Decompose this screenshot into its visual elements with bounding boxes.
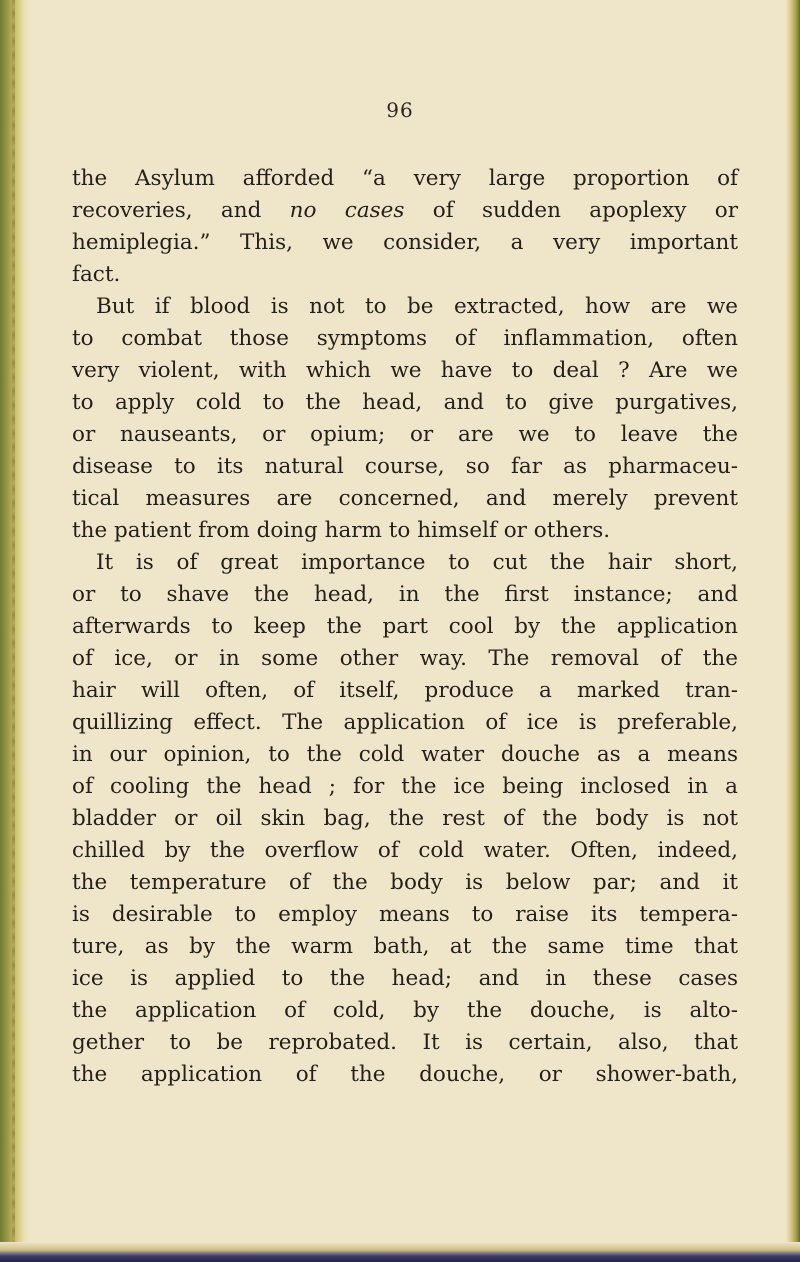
text-line: disease to its natural course, so far as pharmaceu- [72,454,738,479]
text-line: very violent, with which we have to deal ? Are we [72,358,738,383]
text-line: of ice, or in some other way. The removal of the [72,646,738,671]
text-line: or to shave the head, in the first instance; and [72,582,738,607]
text-line: the patient from doing harm to himself or others. [72,518,611,543]
text-line: fact. [72,262,121,287]
text-run: recoveries, and [72,198,290,223]
text-line: afterwards to keep the part cool by the application [72,614,738,639]
page-edge-bottom [0,1242,800,1262]
text-line: to apply cold to the head, and to give purgatives, [72,390,738,415]
text-line [72,195,738,227]
text-line: the application of cold, by the douche, is alto- [72,998,738,1023]
emphasis-text: no cases [289,198,405,223]
paragraph-start-line: It is of great importance to cut the hair short, [96,550,738,575]
text-line: in our opinion, to the cold water douche as a means [72,742,738,767]
page-edge-right [786,0,800,1262]
page-number: 96 [386,98,414,122]
text-line: the application of the douche, or shower-bath, [72,1062,738,1087]
text-line: of cooling the head ; for the ice being inclosed in a [72,774,738,799]
text-line: ice is applied to the head; and in these cases [72,966,738,991]
text-line: to combat those symptoms of inflammation, often [72,326,738,351]
text-line: hair will often, of itself, produce a marked tran- [72,678,738,703]
text-line: or nauseants, or opium; or are we to leave the [72,422,738,447]
text-line: the temperature of the body is below par; and it [72,870,738,895]
paragraph-start-line: But if blood is not to be extracted, how are we [96,294,738,319]
body-text [72,163,738,1091]
text-line: hemiplegia.” This, we consider, a very important [72,230,738,255]
text-line: gether to be reprobated. It is certain, also, that [72,1030,738,1055]
text-line: is desirable to employ means to raise its tempera- [72,902,738,927]
text-line: ture, as by the warm bath, at the same time that [72,934,738,959]
text-line: bladder or oil skin bag, the rest of the body is not [72,806,738,831]
text-line: tical measures are concerned, and merely prevent [72,486,738,511]
page-gutter-left [0,0,30,1262]
text-run: of sudden apoplexy or [404,198,738,223]
text-line: quillizing effect. The application of ice is preferable, [72,710,738,735]
text-line: the Asylum afforded “a very large proportion of [72,166,738,191]
text-line: chilled by the overflow of cold water. Often, indeed, [72,838,738,863]
